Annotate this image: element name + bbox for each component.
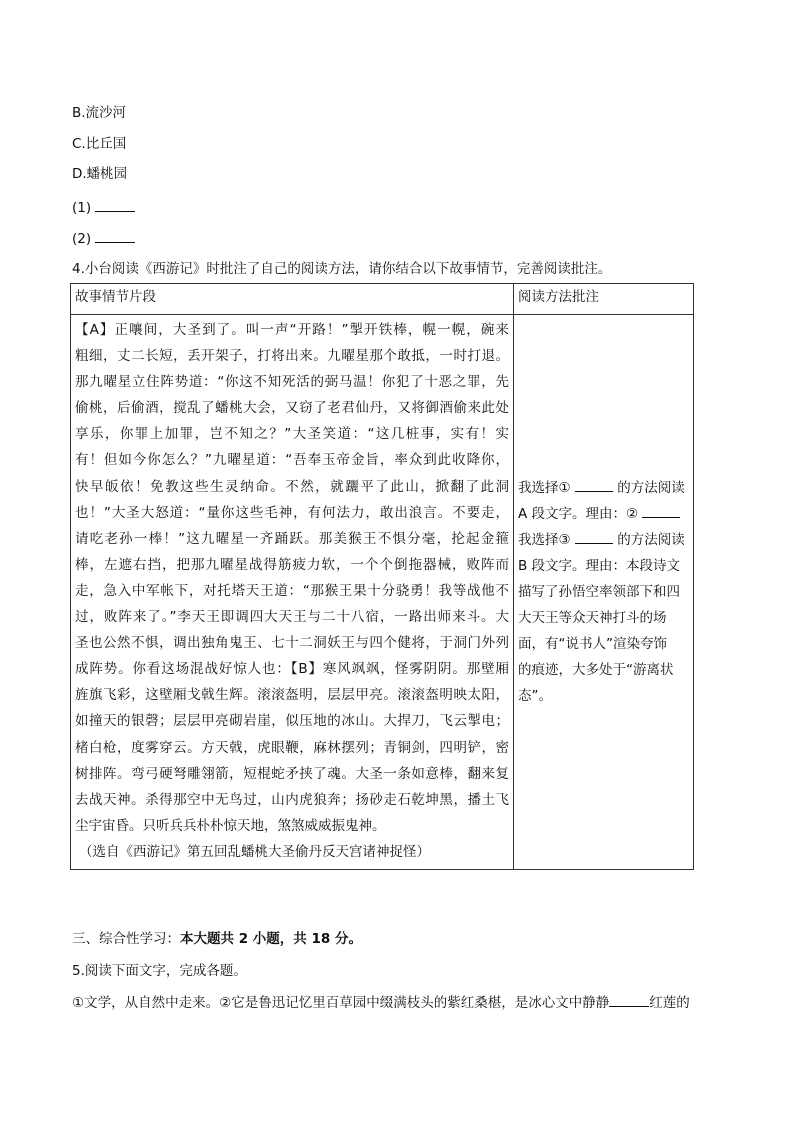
passage-line: 成阵势。你看这场混战好惊人也：【B】寒风飒飒，怪雾阴阴。那壁厢 <box>75 661 509 678</box>
annotation-blank-3 <box>575 530 613 544</box>
annotation-line-5: 描写了孙悟空率领部下和四 <box>518 583 680 600</box>
option-c: C.比丘国 <box>72 136 127 152</box>
passage-line: 偷桃，后偷酒，搅乱了蟠桃大会，又窃了老君仙丹，又将御酒偷来此处 <box>75 400 509 417</box>
passage-line: 尘宇宙昏。只听兵兵朴朴惊天地，煞煞威威振鬼神。 <box>75 817 386 834</box>
question-5-blank <box>609 993 649 1007</box>
table-header-row <box>71 284 694 315</box>
passage-line: 走，急入中军帐下，对托塔天王道：“那猴王果十分骁勇！我等战他不 <box>75 582 509 599</box>
header-story-excerpt: 故事情节片段 <box>71 284 514 315</box>
annotation-line-6: 大天王等众天神打斗的场 <box>518 609 667 626</box>
question-5-text <box>72 993 690 1012</box>
passage-line: 去战天神。杀得那空中无鸟过，山内虎狼奔；扬砂走石乾坤黑，播土飞 <box>75 791 509 808</box>
option-b: B.流沙河 <box>72 105 127 121</box>
passage-line: 楮白枪，度雾穿云。方天戟，虎眼鞭，麻林摆列；青铜剑，四明铲，密 <box>75 739 509 756</box>
passage-line: 享乐，你罪上加罪，岂不知之？”大圣笑道：“这几桩事，实有！实 <box>75 426 509 443</box>
passage-source: （选自《西游记》第五回乱蟠桃大圣偷丹反天宫诸神捉怪） <box>79 843 430 860</box>
passage-line: 如撞天的银磬；层层甲亮砌岩崖，似压地的冰山。大捍刀，飞云掣电； <box>75 713 509 730</box>
passage-line: 过，败阵来了。”李天王即调四大天王与二十八宿，一路出师来斗。大 <box>75 609 509 626</box>
section-3-prefix: 三、综合性学习： <box>72 931 180 947</box>
annotation-cell <box>514 315 694 870</box>
option-d: D.蟠桃园 <box>72 166 128 182</box>
passage-line: 旌旗飞彩，这壁厢戈戟生辉。滚滚盔明，层层甲亮。滚滚盔明映太阳， <box>75 687 509 704</box>
passage-line: 那九曜星立住阵势道：“你这不知死活的弼马温！你犯了十恶之罪，先 <box>75 374 509 391</box>
answer-label-1: (1) <box>72 200 92 216</box>
answer-line-2 <box>72 229 135 248</box>
annotation-line-8: 的痕迹，大多处于“游离状 <box>518 661 674 678</box>
annotation-line-3: 我选择③ 的方法阅读 <box>518 531 685 548</box>
annotation-line-7: 面，有“说书人”渲染夸饰 <box>518 635 667 652</box>
passage-line: 有！但如今你怎么？”九曜星道：“吾奉玉帝金旨，率众到此收降你， <box>75 452 509 469</box>
answer-label-2: (2) <box>72 231 92 247</box>
passage-line: 圣也公然不惧，调出独角鬼王、七十二洞妖王与四个健将，于洞门外列 <box>75 635 509 652</box>
table-body-row <box>71 315 694 870</box>
section-3-score: 本大题共 2 小题，共 18 分。 <box>180 931 362 947</box>
passage-line: 棒，左遮右挡，把那九曜星战得筋疲力软，一个个倒拖器械，败阵而 <box>75 556 509 573</box>
passage-line: 【A】正嚷间，大圣到了。叫一声“开路！”掣开铁棒，幌一幌，碗来 <box>75 322 509 338</box>
question-4-prompt: 4.小台阅读《西游记》时批注了自己的阅读方法，请你结合以下故事情节，完善阅读批注。 <box>72 261 612 277</box>
question-5-text-a: ①文学，从自然中走来。②它是鲁迅记忆里百草园中缀满枝头的紫红桑椹，是冰心文中静静 <box>72 995 610 1011</box>
section-3-heading <box>72 930 362 948</box>
annotation-line-4: B 段文字。理由：本段诗文 <box>518 557 681 574</box>
annotation-blank-1 <box>575 478 613 492</box>
story-passage-cell <box>71 315 514 870</box>
passage-line: 快早皈依！免教这些生灵纳命。不然，就躧平了此山，掀翻了此洞 <box>75 478 509 495</box>
annotation-line-2: A 段文字。理由：② <box>518 501 689 527</box>
annotation-line-1: 我选择① 的方法阅读 <box>518 479 685 496</box>
answer-blank-2 <box>95 229 135 243</box>
reading-annotation-table <box>70 283 694 870</box>
annotation-blank-2 <box>642 504 680 518</box>
header-annotation: 阅读方法批注 <box>514 284 694 315</box>
question-5-prompt: 5.阅读下面文字，完成各题。 <box>72 963 247 979</box>
passage-line: 请吃老孙一棒！”这九曜星一齐踊跃。那美猴王不惧分毫，抡起金箍 <box>75 530 509 547</box>
question-5-text-b: 红莲的 <box>649 995 690 1011</box>
answer-line-1 <box>72 198 135 217</box>
passage-line: 粗细，丈二长短，丢开架子，打将出来。九曜星那个敢抵，一时打退。 <box>75 348 509 365</box>
passage-line: 也！”大圣大怒道：“量你这些毛神，有何法力，敢出浪言。不要走， <box>75 504 509 521</box>
annotation-line-9: 态”。 <box>518 687 552 704</box>
answer-blank-1 <box>95 198 135 212</box>
passage-line: 树排阵。弯弓硬弩雕翎箭，短棍蛇矛挟了魂。大圣一条如意棒，翻来复 <box>75 765 509 782</box>
